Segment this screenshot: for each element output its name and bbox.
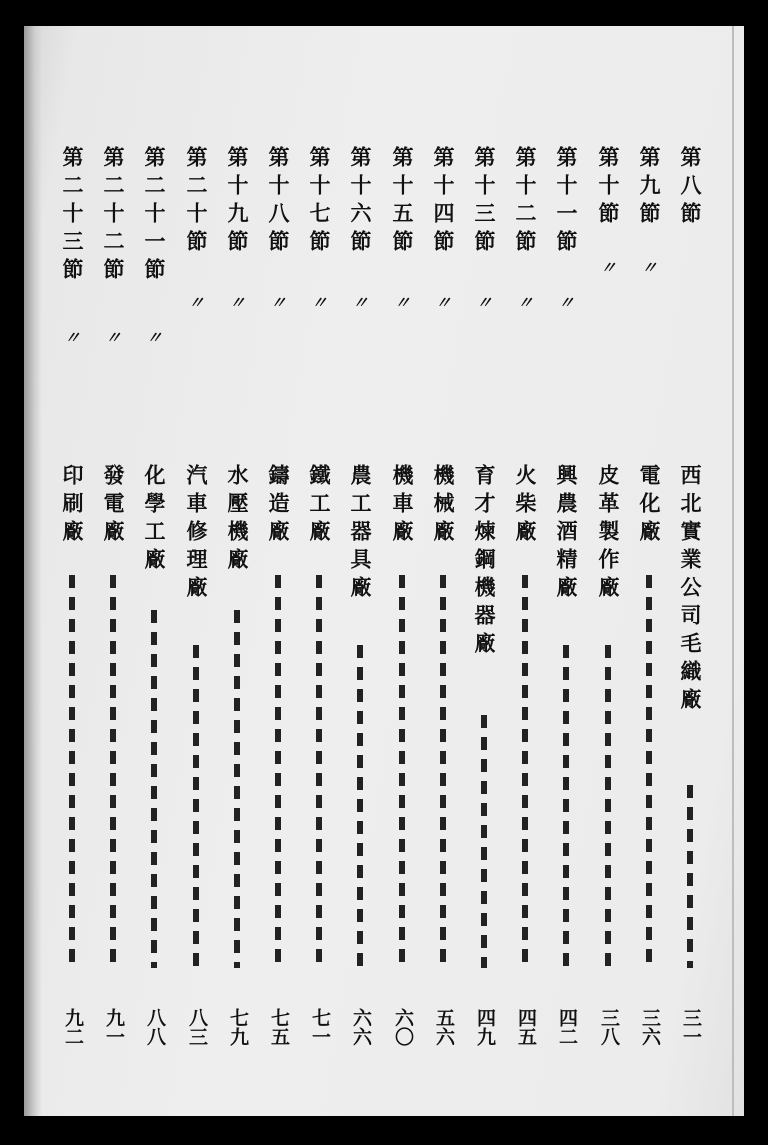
ditto-mark: 〃 xyxy=(227,293,250,312)
entry-title: 育才煉鋼機器廠 xyxy=(472,464,497,660)
ditto-mark: 〃 xyxy=(515,293,538,312)
dot-leader xyxy=(481,715,487,968)
toc-entry xyxy=(594,146,622,1076)
page-edge-line xyxy=(732,26,734,1116)
ditto-mark: 〃 xyxy=(433,293,456,312)
page-number: 五六 xyxy=(433,1008,455,1046)
entry-title: 電化廠 xyxy=(637,464,662,548)
toc-entry xyxy=(470,146,498,1076)
dot-leader xyxy=(316,575,322,968)
toc-entry xyxy=(511,146,539,1076)
ditto-mark: 〃 xyxy=(309,293,332,312)
ditto-mark: 〃 xyxy=(474,293,497,312)
page-number: 七九 xyxy=(227,1008,249,1046)
section-number: 第九節 xyxy=(637,146,662,230)
toc-entry xyxy=(635,146,663,1076)
entry-title: 西北實業公司毛織廠 xyxy=(678,464,703,716)
ditto-mark: 〃 xyxy=(350,293,373,312)
page-number: 八三 xyxy=(186,1008,208,1046)
page-number: 三一 xyxy=(680,1008,702,1046)
ditto-mark: 〃 xyxy=(556,293,579,312)
entry-title: 火柴廠 xyxy=(513,464,538,548)
page-number: 八八 xyxy=(144,1008,166,1046)
section-number: 第二十節 xyxy=(184,146,209,258)
page-number: 三八 xyxy=(598,1008,620,1046)
ditto-mark: 〃 xyxy=(392,293,415,312)
toc-entry xyxy=(264,146,292,1076)
entry-title: 發電廠 xyxy=(101,464,126,548)
page-number: 六〇 xyxy=(392,1008,414,1046)
page-number: 九二 xyxy=(62,1008,84,1046)
toc-entry xyxy=(429,146,457,1076)
entry-title: 鐵工廠 xyxy=(307,464,332,548)
entry-title: 水壓機廠 xyxy=(225,464,250,576)
section-number: 第二十一節 xyxy=(142,146,167,286)
entry-title: 興農酒精廠 xyxy=(554,464,579,604)
page-number: 七一 xyxy=(309,1008,331,1046)
page-number: 四二 xyxy=(556,1008,578,1046)
document-page xyxy=(24,26,744,1116)
dot-leader xyxy=(522,575,528,968)
ditto-mark: 〃 xyxy=(62,328,85,347)
dot-leader xyxy=(193,645,199,968)
page-number: 六六 xyxy=(350,1008,372,1046)
page-number: 七五 xyxy=(268,1008,290,1046)
dot-leader xyxy=(563,645,569,968)
ditto-mark: 〃 xyxy=(186,293,209,312)
toc-entry xyxy=(140,146,168,1076)
entry-title: 印刷廠 xyxy=(60,464,85,548)
page-number: 九一 xyxy=(103,1008,125,1046)
section-number: 第十六節 xyxy=(348,146,373,258)
ditto-mark: 〃 xyxy=(144,328,167,347)
section-number: 第八節 xyxy=(678,146,703,230)
toc-entry xyxy=(99,146,127,1076)
section-number: 第十節 xyxy=(596,146,621,230)
ditto-mark: 〃 xyxy=(268,293,291,312)
dot-leader xyxy=(275,575,281,968)
entry-title: 鑄造廠 xyxy=(266,464,291,548)
section-number: 第十八節 xyxy=(266,146,291,258)
toc-entry xyxy=(552,146,580,1076)
dot-leader xyxy=(687,785,693,968)
toc-entry xyxy=(182,146,210,1076)
dot-leader xyxy=(69,575,75,968)
dot-leader xyxy=(399,575,405,968)
ditto-mark: 〃 xyxy=(598,258,621,277)
ditto-mark: 〃 xyxy=(639,258,662,277)
page-spine-shadow xyxy=(24,26,42,1116)
toc-entry xyxy=(58,146,86,1076)
entry-title: 汽車修理廠 xyxy=(184,464,209,604)
page-number: 三六 xyxy=(639,1008,661,1046)
section-number: 第十一節 xyxy=(554,146,579,258)
toc-entry xyxy=(676,146,704,1076)
section-number: 第十四節 xyxy=(431,146,456,258)
dot-leader xyxy=(440,575,446,968)
section-number: 第十七節 xyxy=(307,146,332,258)
section-number: 第十三節 xyxy=(472,146,497,258)
page-number: 四九 xyxy=(474,1008,496,1046)
dot-leader xyxy=(605,645,611,968)
toc-entry xyxy=(305,146,333,1076)
section-number: 第十二節 xyxy=(513,146,538,258)
section-number: 第二十三節 xyxy=(60,146,85,286)
dot-leader xyxy=(234,610,240,968)
toc-entry xyxy=(346,146,374,1076)
page-number: 四五 xyxy=(515,1008,537,1046)
dot-leader xyxy=(151,610,157,968)
entry-title: 農工器具廠 xyxy=(348,464,373,604)
toc-entry xyxy=(223,146,251,1076)
entry-title: 皮革製作廠 xyxy=(596,464,621,604)
entry-title: 化學工廠 xyxy=(142,464,167,576)
section-number: 第十五節 xyxy=(390,146,415,258)
dot-leader xyxy=(646,575,652,968)
section-number: 第二十二節 xyxy=(101,146,126,286)
entry-title: 機車廠 xyxy=(390,464,415,548)
toc-entry xyxy=(388,146,416,1076)
section-number: 第十九節 xyxy=(225,146,250,258)
ditto-mark: 〃 xyxy=(103,328,126,347)
dot-leader xyxy=(110,575,116,968)
dot-leader xyxy=(357,645,363,968)
entry-title: 機械廠 xyxy=(431,464,456,548)
